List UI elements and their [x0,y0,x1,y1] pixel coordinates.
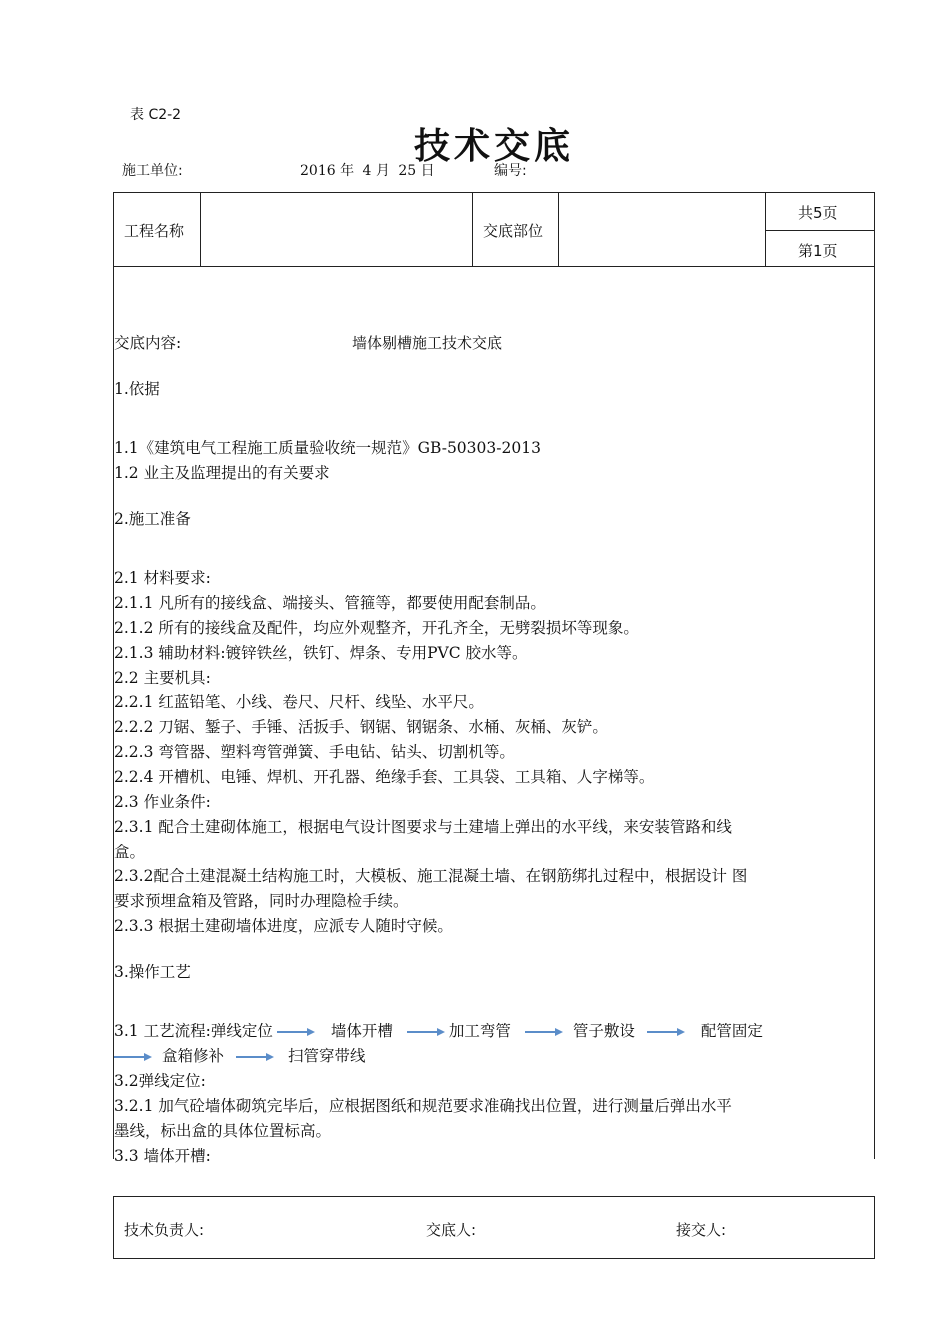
content-line: 2.2 主要机具: [114,669,211,687]
arrow-right-icon [114,1052,152,1062]
arrow-right-icon [407,1027,445,1037]
project-name-label: 工程名称 [124,222,185,240]
arrow-right-icon [647,1027,685,1037]
content-line: 2.1.2 所有的接线盒及配件，均应外观整齐，开孔齐全，无劈裂损坏等现象。 [114,619,639,637]
content-line: 2.2.2 刀锯、錾子、手锤、活扳手、钢锯、钢锯条、水桶、灰桶、灰铲。 [114,718,608,736]
content-topic: 墙体剔槽施工技术交底 [352,334,503,352]
number-label: 编号: [494,163,527,179]
content-line: 1.2 业主及监理提出的有关要求 [114,464,330,482]
table-divider [558,193,559,266]
section-heading: 3.操作工艺 [114,963,191,981]
content-line: 3.3 墙体开槽: [114,1147,211,1165]
total-pages: 共5页 [798,204,838,222]
flow-step: 配管固定 [700,1022,763,1040]
content-line: 2.2.4 开槽机、电锤、焊机、开孔器、绝缘手套、工具袋、工具箱、人字梯等。 [114,768,655,786]
date-day: 25 [398,163,417,179]
construction-unit-label: 施工单位: [122,163,183,179]
content-line: 2.3.1 配合土建砌体施工，根据电气设计图要求与土建墙上弹出的水平线，来安装管路和线 [114,818,732,836]
arrow-right-icon [277,1027,315,1037]
disclosure-part-label: 交底部位 [483,222,544,240]
form-code: 表 C2-2 [130,107,182,123]
date-day-label: 日 [420,163,435,179]
content-line: 2.1.1 凡所有的接线盒、端接头、管箍等，都要使用配套制品。 [114,594,546,612]
signature-box [113,1196,875,1259]
content-intro-label: 交底内容: [114,334,182,352]
content-line: 1.1《建筑电气工程施工质量验收统一规范》GB-50303-2013 [114,439,541,457]
flow-step: 盒箱修补 [162,1047,225,1065]
flow-step: 加工弯管 [448,1022,511,1040]
process-flow-continued [114,1044,366,1066]
tech-lead-label: 技术负责人: [124,1221,205,1239]
date-year: 2016 [300,163,336,179]
flow-step: 弹线定位 [210,1022,273,1040]
date-month-label: 月 [375,163,390,179]
content-line: 盒。 [114,843,146,861]
content-line: 2.1 材料要求: [114,569,211,587]
table-divider [472,193,473,266]
discloser-label: 交底人: [426,1221,477,1239]
content-line: 2.3.3 根据土建砌墙体进度，应派专人随时守候。 [114,917,453,935]
table-divider [200,193,201,266]
flow-step: 管子敷设 [572,1022,635,1040]
current-page: 第1页 [798,242,838,260]
page-title: 技术交底 [413,125,574,167]
content-line: 2.3 作业条件: [114,793,211,811]
date-field [300,160,435,180]
header-table [113,192,875,267]
flow-step: 扫管穿带线 [288,1047,366,1065]
process-flow [114,1019,763,1041]
content-line: 2.1.3 辅助材料:镀锌铁丝，铁钉、焊条、专用PVC 胶水等。 [114,644,528,662]
content-line: 3.2.1 加气砼墙体砌筑完毕后，应根据图纸和规范要求准确找出位置，进行测量后弹出水平 [114,1097,732,1115]
content-line: 2.2.1 红蓝铅笔、小线、卷尺、尺杆、线坠、水平尺。 [114,693,484,711]
content-line: 3.2弹线定位: [114,1072,206,1090]
content-line: 2.3.2配合土建混凝土结构施工时，大模板、施工混凝土墙、在钢筋绑扎过程中，根据设计 图 [114,867,748,885]
section-heading: 2.施工准备 [114,510,191,528]
section-heading: 1.依据 [114,380,160,398]
flow-step: 墙体开槽 [330,1022,393,1040]
content-line: 2.2.3 弯管器、塑料弯管弹簧、手电钻、钻头、切割机等。 [114,743,515,761]
process-flow-label: 3.1 工艺流程: [114,1022,211,1040]
arrow-right-icon [525,1027,563,1037]
arrow-right-icon [236,1052,274,1062]
date-month: 4 [362,163,372,179]
receiver-label: 接交人: [676,1221,727,1239]
content-line: 要求预埋盒箱及管路，同时办理隐检手续。 [114,892,409,910]
content-line: 墨线，标出盒的具体位置标高。 [114,1122,332,1140]
date-year-label: 年 [340,163,355,179]
table-divider [765,230,874,231]
